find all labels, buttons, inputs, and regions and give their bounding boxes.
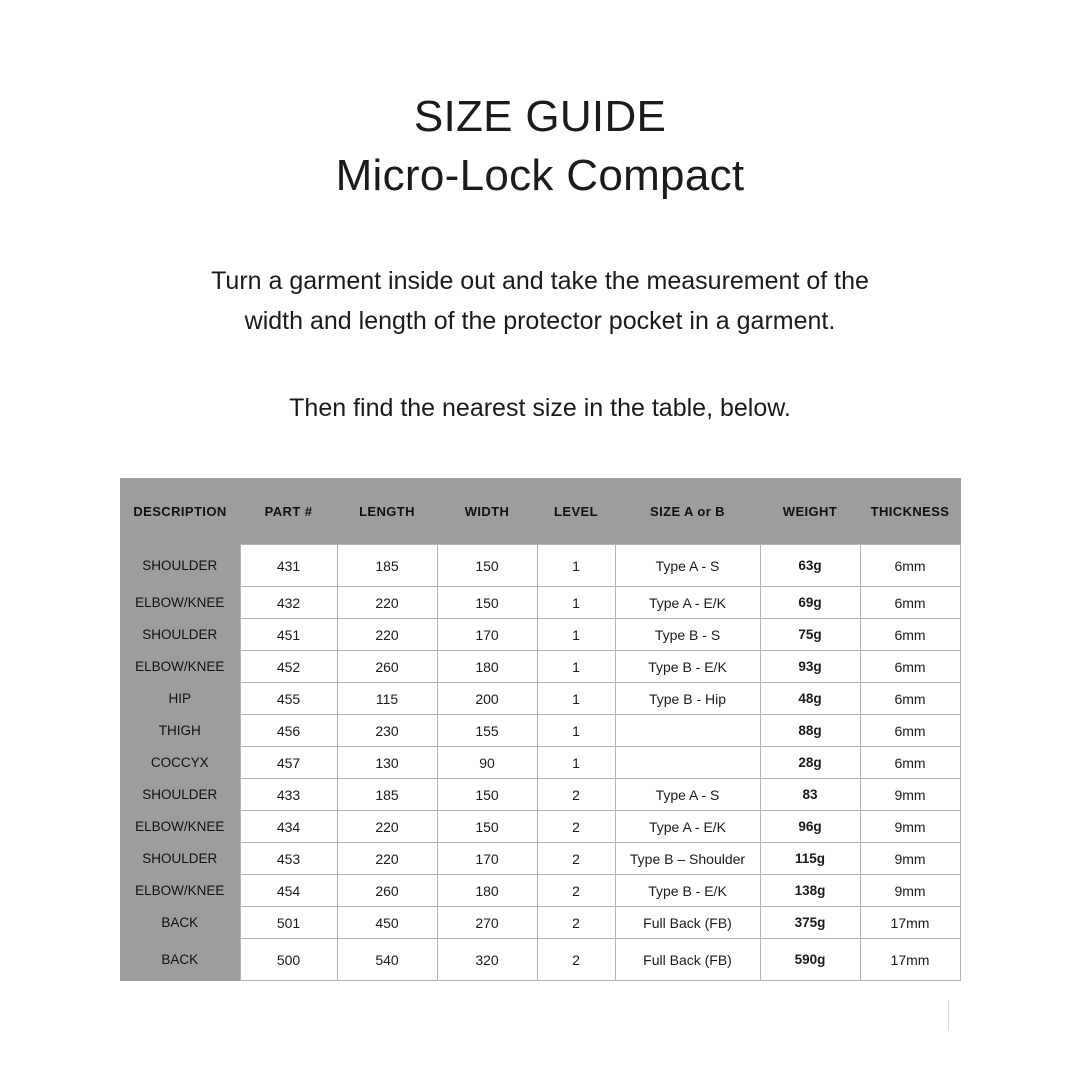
cell-length: 450 (337, 907, 437, 939)
cell-description: COCCYX (120, 747, 240, 779)
cell-description: BACK (120, 907, 240, 939)
cell-size: Type A - E/K (615, 587, 760, 619)
table-row (120, 651, 960, 683)
cell-thickness: 6mm (860, 651, 960, 683)
cell-width: 180 (437, 651, 537, 683)
cell-part: 456 (240, 715, 337, 747)
table-row (120, 747, 960, 779)
column-header-thickness: THICKNESS (860, 478, 960, 545)
cell-level: 2 (537, 875, 615, 907)
cell-length: 185 (337, 779, 437, 811)
table-row (120, 811, 960, 843)
cell-part: 431 (240, 545, 337, 587)
table-row (120, 587, 960, 619)
instruction-line-1: Turn a garment inside out and take the measurement of the (211, 266, 869, 295)
size-table (120, 478, 961, 981)
table-row (120, 715, 960, 747)
cell-size: Type B – Shoulder (615, 843, 760, 875)
cell-thickness: 9mm (860, 811, 960, 843)
cell-level: 2 (537, 811, 615, 843)
cell-weight: 69g (760, 587, 860, 619)
cell-thickness: 9mm (860, 875, 960, 907)
cell-thickness: 6mm (860, 747, 960, 779)
column-header-size: SIZE A or B (615, 478, 760, 545)
table-row (120, 545, 960, 587)
cell-description: SHOULDER (120, 545, 240, 587)
cell-part: 500 (240, 939, 337, 981)
cell-length: 260 (337, 651, 437, 683)
cell-length: 115 (337, 683, 437, 715)
page-title (0, 0, 1080, 206)
table-row (120, 843, 960, 875)
cell-size (615, 715, 760, 747)
cell-weight: 590g (760, 939, 860, 981)
cell-level: 1 (537, 715, 615, 747)
cell-length: 220 (337, 619, 437, 651)
cell-part: 451 (240, 619, 337, 651)
cell-part: 457 (240, 747, 337, 779)
cell-length: 185 (337, 545, 437, 587)
cell-width: 150 (437, 545, 537, 587)
cell-level: 2 (537, 907, 615, 939)
cell-level: 2 (537, 939, 615, 981)
column-header-width: WIDTH (437, 478, 537, 545)
cell-weight: 63g (760, 545, 860, 587)
instruction-line-2: width and length of the protector pocket in a garment. (244, 307, 836, 336)
cell-level: 1 (537, 619, 615, 651)
cell-level: 2 (537, 843, 615, 875)
cell-description: ELBOW/KNEE (120, 651, 240, 683)
cell-weight: 83 (760, 779, 860, 811)
cell-part: 433 (240, 779, 337, 811)
table-header (120, 478, 960, 545)
title-line-secondary: Micro-Lock Compact (335, 150, 745, 200)
cell-length: 540 (337, 939, 437, 981)
cell-description: ELBOW/KNEE (120, 875, 240, 907)
table-row (120, 779, 960, 811)
cell-weight: 138g (760, 875, 860, 907)
cell-weight: 93g (760, 651, 860, 683)
cell-size: Type B - S (615, 619, 760, 651)
cell-description: HIP (120, 683, 240, 715)
column-header-length: LENGTH (337, 478, 437, 545)
cell-length: 220 (337, 587, 437, 619)
cell-thickness: 6mm (860, 715, 960, 747)
cell-part: 432 (240, 587, 337, 619)
cell-description: ELBOW/KNEE (120, 811, 240, 843)
instruction-line-3: Then find the nearest size in the table, below. (289, 393, 791, 422)
column-header-weight: WEIGHT (760, 478, 860, 545)
cell-part: 434 (240, 811, 337, 843)
table-row (120, 619, 960, 651)
corner-mark (948, 1000, 949, 1030)
instruction-spacer (0, 342, 1080, 388)
cell-thickness: 6mm (860, 545, 960, 587)
instructions (0, 261, 1080, 429)
cell-level: 1 (537, 683, 615, 715)
cell-part: 501 (240, 907, 337, 939)
cell-width: 155 (437, 715, 537, 747)
cell-thickness: 17mm (860, 907, 960, 939)
cell-size: Type B - E/K (615, 875, 760, 907)
cell-part: 454 (240, 875, 337, 907)
cell-level: 1 (537, 651, 615, 683)
cell-length: 220 (337, 811, 437, 843)
cell-part: 452 (240, 651, 337, 683)
cell-weight: 115g (760, 843, 860, 875)
cell-description: THIGH (120, 715, 240, 747)
cell-level: 1 (537, 747, 615, 779)
cell-size: Type A - E/K (615, 811, 760, 843)
cell-size: Type A - S (615, 545, 760, 587)
size-table-container (120, 478, 960, 981)
title-line-primary: SIZE GUIDE (413, 92, 667, 141)
cell-weight: 88g (760, 715, 860, 747)
cell-width: 150 (437, 587, 537, 619)
cell-width: 150 (437, 779, 537, 811)
cell-width: 180 (437, 875, 537, 907)
cell-width: 90 (437, 747, 537, 779)
cell-description: BACK (120, 939, 240, 981)
column-header-part: PART # (240, 478, 337, 545)
cell-thickness: 17mm (860, 939, 960, 981)
cell-weight: 375g (760, 907, 860, 939)
table-header-row (120, 478, 960, 545)
cell-weight: 96g (760, 811, 860, 843)
cell-description: SHOULDER (120, 619, 240, 651)
cell-level: 2 (537, 779, 615, 811)
cell-size (615, 747, 760, 779)
cell-size: Type B - E/K (615, 651, 760, 683)
cell-thickness: 9mm (860, 779, 960, 811)
cell-thickness: 6mm (860, 587, 960, 619)
cell-length: 130 (337, 747, 437, 779)
cell-size: Type B - Hip (615, 683, 760, 715)
cell-part: 455 (240, 683, 337, 715)
cell-description: ELBOW/KNEE (120, 587, 240, 619)
cell-level: 1 (537, 545, 615, 587)
table-row (120, 939, 960, 981)
cell-thickness: 9mm (860, 843, 960, 875)
cell-weight: 48g (760, 683, 860, 715)
table-body (120, 545, 960, 981)
cell-size: Type A - S (615, 779, 760, 811)
cell-size: Full Back (FB) (615, 939, 760, 981)
cell-part: 453 (240, 843, 337, 875)
cell-width: 170 (437, 843, 537, 875)
cell-width: 170 (437, 619, 537, 651)
cell-length: 220 (337, 843, 437, 875)
table-row (120, 683, 960, 715)
cell-level: 1 (537, 587, 615, 619)
cell-width: 270 (437, 907, 537, 939)
cell-thickness: 6mm (860, 619, 960, 651)
cell-thickness: 6mm (860, 683, 960, 715)
cell-weight: 28g (760, 747, 860, 779)
cell-description: SHOULDER (120, 843, 240, 875)
cell-length: 260 (337, 875, 437, 907)
cell-weight: 75g (760, 619, 860, 651)
cell-width: 320 (437, 939, 537, 981)
column-header-level: LEVEL (537, 478, 615, 545)
cell-length: 230 (337, 715, 437, 747)
table-row (120, 907, 960, 939)
cell-width: 150 (437, 811, 537, 843)
table-row (120, 875, 960, 907)
column-header-description: DESCRIPTION (120, 478, 240, 545)
cell-width: 200 (437, 683, 537, 715)
cell-description: SHOULDER (120, 779, 240, 811)
cell-size: Full Back (FB) (615, 907, 760, 939)
